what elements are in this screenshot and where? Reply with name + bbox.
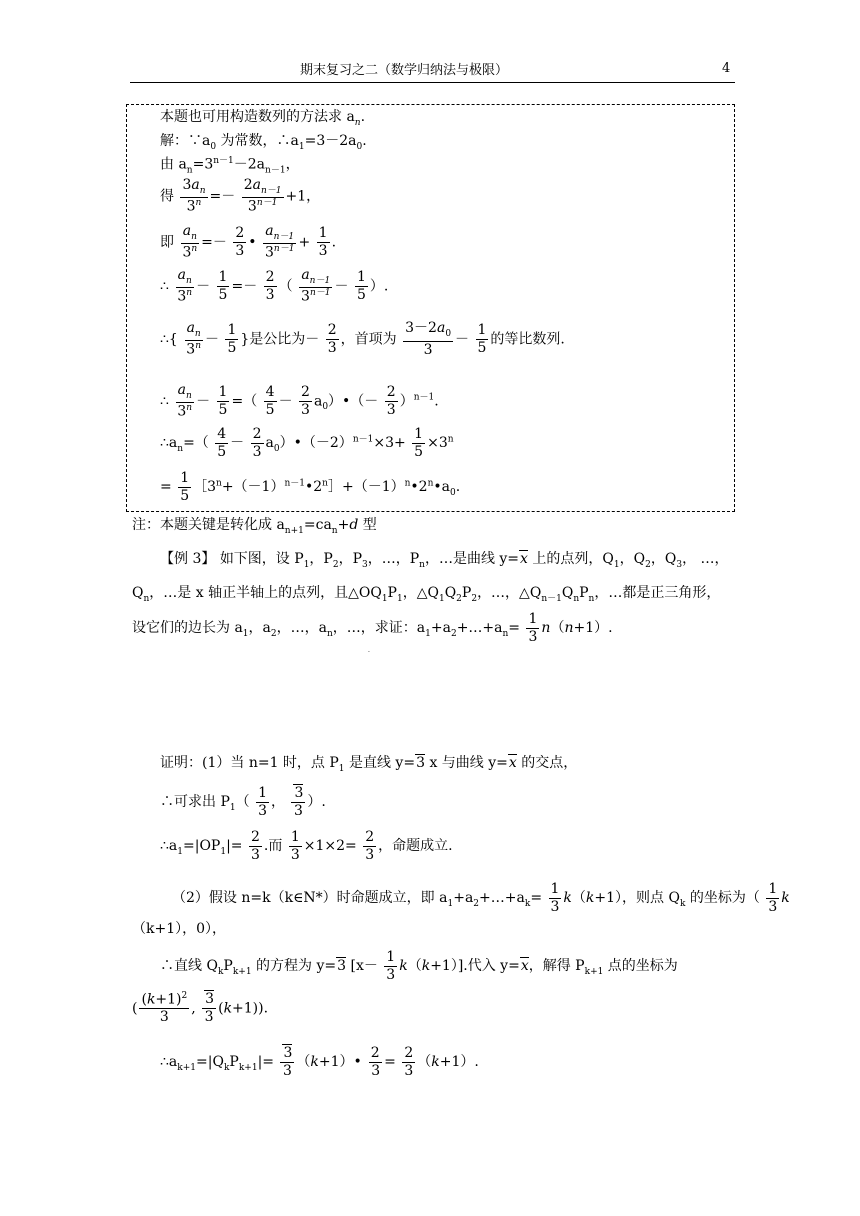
example-3-line-1: 【例 3】 如下图，设 $P_1$，$P_2$，$P_3$，…，$P_n$，…是曲线 y=x 上的点列，$Q_1$，$Q_2$，$Q_3$， …， bbox=[160, 551, 729, 570]
box-line-1: 本题也可用构造数列的方法求 $a_n$. bbox=[160, 109, 366, 128]
box-line-2: 解：$\because a_0$ 为常数，$\therefore a_1=3-2a_0$. bbox=[160, 133, 367, 152]
proof-line-4: （2）假设 n=k（k∈N*）时命题成立，即 $a_1+a_2+\dots+a_k=$ $\frac{1}{3}$ k（k+1），则点 $Q_k$ 的坐标为（ $\frac{1}{3}$ k bbox=[172, 881, 790, 915]
proof-line-5: （k+1），0）， bbox=[132, 921, 227, 937]
box-line-10: = $\frac{1}{5}$ $[3^n+(-1)^{n-1}•2^n]+(-1)^n•2^n•a_0$. bbox=[160, 470, 461, 504]
box-line-8: ∴ $\frac{a_n}{3^n}$ － $\frac{1}{5}$ =（ $\frac{4}{5}$ － $\frac{2}{3}$ $a_0)•(-$ $\frac{2}{3}$ ）$^{n-1}$. bbox=[160, 382, 439, 420]
box-line-5: 即 $\frac{a_n}{3^n}$ =－ $\frac{2}{3}$ • $\frac{a_{n-1}}{3^{n-1}}$ + $\frac{1}{3}$ . bbox=[160, 223, 337, 261]
proof-line-3: $\therefore a_1=|OP_1|=$ $\frac{2}{3}$ .而 $\frac{1}{3}$ ×1×2= $\frac{2}{3}$ ，命题成立. bbox=[160, 829, 453, 863]
proof-line-1: 证明：(1）当 n=1 时，点 $P_1$ 是直线 y=3 x 与曲线 y=x 的交点， bbox=[160, 755, 578, 774]
example-3-line-3: 设它们的边长为 $a_1$，$a_2$，…，$a_n$，…，求证：$a_1+a_2+\dots+a_n=$ $\frac{1}{3}$ n（n+1）. bbox=[132, 611, 613, 645]
proof-line-7: ( $\frac{(k+1)^2}{3}$ , $\frac{3}{3}$ (k+1)). bbox=[132, 991, 269, 1026]
page-number: 4 bbox=[722, 61, 731, 76]
box-line-3: 由 $a_n=3^{n-1}-2a_{n-1}$， bbox=[160, 156, 300, 176]
box-line-9: $\therefore a_n=$（ $\frac{4}{5}$ － $\frac{2}{3}$ $a_0)•(-2)^{n-1}\times 3+$ $\frac{1}{5}$ $\times 3^n$ bbox=[160, 426, 454, 460]
proof-line-6: ∴直线 $Q_kP_{k+1}$ 的方程为 y=3 [x－ $\frac{1}{3}$ k（k+1）].代入 y=x，解得 $P_{k+1}$ 点的坐标为 bbox=[160, 949, 678, 983]
note-line: 注：本题关键是转化成 $a_{n+1}=ca_n+d$ 型 bbox=[132, 517, 377, 536]
stray-dot: . bbox=[368, 647, 370, 654]
page-header-title: 期末复习之二（数学归纳法与极限） bbox=[300, 63, 509, 78]
header-rule bbox=[130, 82, 735, 83]
box-line-4: 得 $\frac{3a_n}{3^n}$ =－ $\frac{2a_{n-1}}{3^{n-1}}$ +1， bbox=[160, 177, 321, 215]
example-3-line-2: $Q_n$，…是 x 轴正半轴上的点列，且$\triangle OQ_1P_1$，$\triangle Q_1Q_2P_2$，…，$\triangle Q_{n-1}Q_nP_n$，…都是正三角形， bbox=[132, 585, 721, 604]
box-line-6: ∴ $\frac{a_n}{3^n}$ － $\frac{1}{5}$ =－ $\frac{2}{3}$ （ $\frac{a_{n-1}}{3^{n-1}}$ － $\frac{1}{5}$ ）. bbox=[160, 267, 389, 305]
proof-line-2: ∴可求出 $P_1$（ $\frac{1}{3}$ ， $\frac{3}{3}$ ）. bbox=[160, 785, 326, 819]
proof-line-8: $\therefore a_{k+1}=|Q_kP_{k+1}|=$ $\frac{3}{3}$ （k+1）• $\frac{2}{3}$ = $\frac{2}{3}$ （k+1）. bbox=[160, 1045, 479, 1079]
box-line-7: ∴{ $\frac{a_n}{3^n}$ － $\frac{1}{5}$ }是公比为－ $\frac{2}{3}$ ，首项为 $\frac{3-2a_0}{3}$ － $\frac{1}{5}$ 的等比数列. bbox=[160, 320, 565, 358]
